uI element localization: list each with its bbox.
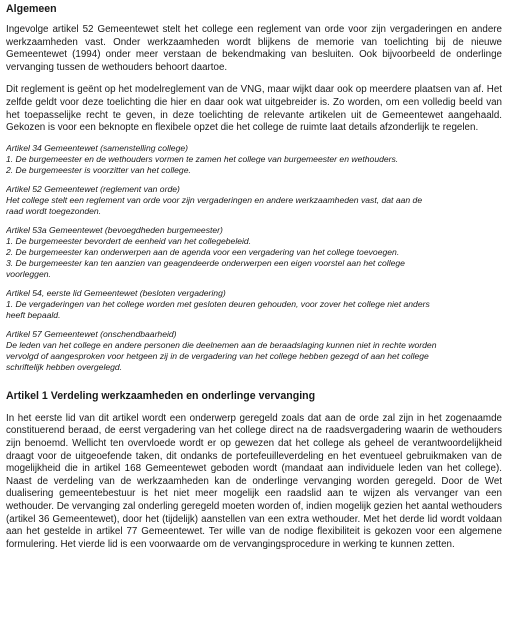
article-line: raad wordt toegezonden. [6, 205, 102, 216]
article-52 [6, 184, 502, 217]
article-line: De leden van het college en andere personen die deelnemen aan de beraadslaging kunnen niet in rechte worden [6, 339, 437, 350]
artikel-1-paragraph: In het eerste lid van dit artikel wordt een onderwerp geregeld zoals dat aan de orde zal zijn in het zogenaamde constituerend beraad, de eerst vergadering van het college direct na de raadsvergadering waarin de wethouders zijn benoemd. Wellicht ten overvloede wordt er op gewezen dat het college als geheel de verantwoordelijkheid draagt voor de uitgeoefende taken, dit ondanks de portefeuilleverdeling en het eventueel gebruikmaken van de mogelijkheid die in artikel 168 Gemeentewet geboden wordt (mandaat aan individuele leden van het college). Naast de verdeling van de werkzaamheden kan de onderlinge vervanging worden geregeld. Door de Wet dualisering gemeentebestuur is het niet meer mogelijk een raadslid aan te wijzen als vervanger van een wethouder. De vervanging zal onderling geregeld moeten worden of, indien mogelijk gezien het aantal wethouders (artikel 36 Gemeentewet), door het (tijdelijk) aanstellen van een extra wethouder. Met het derde lid wordt voldaan aan het gestelde in artikel 77 Gemeentewet. Ter wille van de nodige flexibiliteit is gekozen voor een algemene formulering. Het vierde lid is een voorwaarde om de vervangingsprocedure in werking te kunnen zetten. [6, 412, 502, 550]
article-line: 1. De vergaderingen van het college worden met gesloten deuren gehouden, voor zover het college niet anders [6, 298, 430, 309]
article-line: 2. De burgemeester kan onderwerpen aan de agenda voor een vergadering van het college toevoegen. [6, 246, 400, 257]
document-page [6, 3, 502, 627]
article-line: 2. De burgemeester is voorzitter van het college. [6, 164, 191, 175]
article-34 [6, 143, 502, 176]
section-heading-algemeen: Algemeen [6, 3, 57, 15]
article-line: voorleggen. [6, 268, 51, 279]
article-title: Artikel 54, eerste lid Gemeentewet (besloten vergadering) [6, 287, 226, 298]
article-line: vervolgd of aangesproken voor hetgeen zij in de vergadering van het college hebben gezegd of aan het college [6, 350, 429, 361]
article-line: 3. De burgemeester kan ten aanzien van geagendeerde onderwerpen een eigen voorstel aan het college [6, 257, 405, 268]
intro-paragraph-1: Ingevolge artikel 52 Gemeentewet stelt het college een reglement van orde voor zijn vergaderingen en andere werkzaamheden vast. Onder werkzaamheden wordt blijkens de memorie van toelichting bij de nieuwe Gemeentewet (1994) onder meer verstaan de bekendmaking van besluiten. Ook bijvoorbeeld de onderlinge vervanging tussen de wethouders behoort daartoe. [6, 24, 502, 73]
article-line: schriftelijk hebben overgelegd. [6, 361, 123, 372]
section-heading-artikel-1: Artikel 1 Verdeling werkzaamheden en onderlinge vervanging [6, 389, 316, 402]
article-line: 1. De burgemeester bevordert de eenheid van het collegebeleid. [6, 235, 252, 246]
article-line: Het college stelt een reglement van orde voor zijn vergaderingen en andere werkzaamheden vast, dat aan de [6, 194, 423, 205]
article-54 [6, 288, 502, 321]
article-line: heeft bepaald. [6, 309, 61, 320]
article-53a [6, 225, 502, 280]
article-title: Artikel 53a Gemeentewet (bevoegdheden burgemeester) [6, 224, 223, 235]
article-title: Artikel 34 Gemeentewet (samenstelling college) [6, 142, 188, 153]
article-title: Artikel 57 Gemeentewet (onschendbaarheid) [6, 328, 177, 339]
article-57 [6, 329, 502, 373]
article-title: Artikel 52 Gemeentewet (reglement van orde) [6, 183, 180, 194]
intro-paragraph-2: Dit reglement is geënt op het modelreglement van de VNG, maar wijkt daar ook op meerdere plaatsen van af. Het zelfde geldt voor deze toelichting die hier en daar ook wat uitgebreider is. Zo worden, om een volledig beeld van het toepasselijke recht te geven, in deze toelichting de relevante artikelen uit de Gemeentewet aangehaald. Gekozen is voor een beknopte en flexibele opzet die het college de ruimte laat details afzonderlijk te regelen. [6, 84, 502, 134]
article-line: 1. De burgemeester en de wethouders vormen te zamen het college van burgemeester en wethouders. [6, 153, 399, 164]
